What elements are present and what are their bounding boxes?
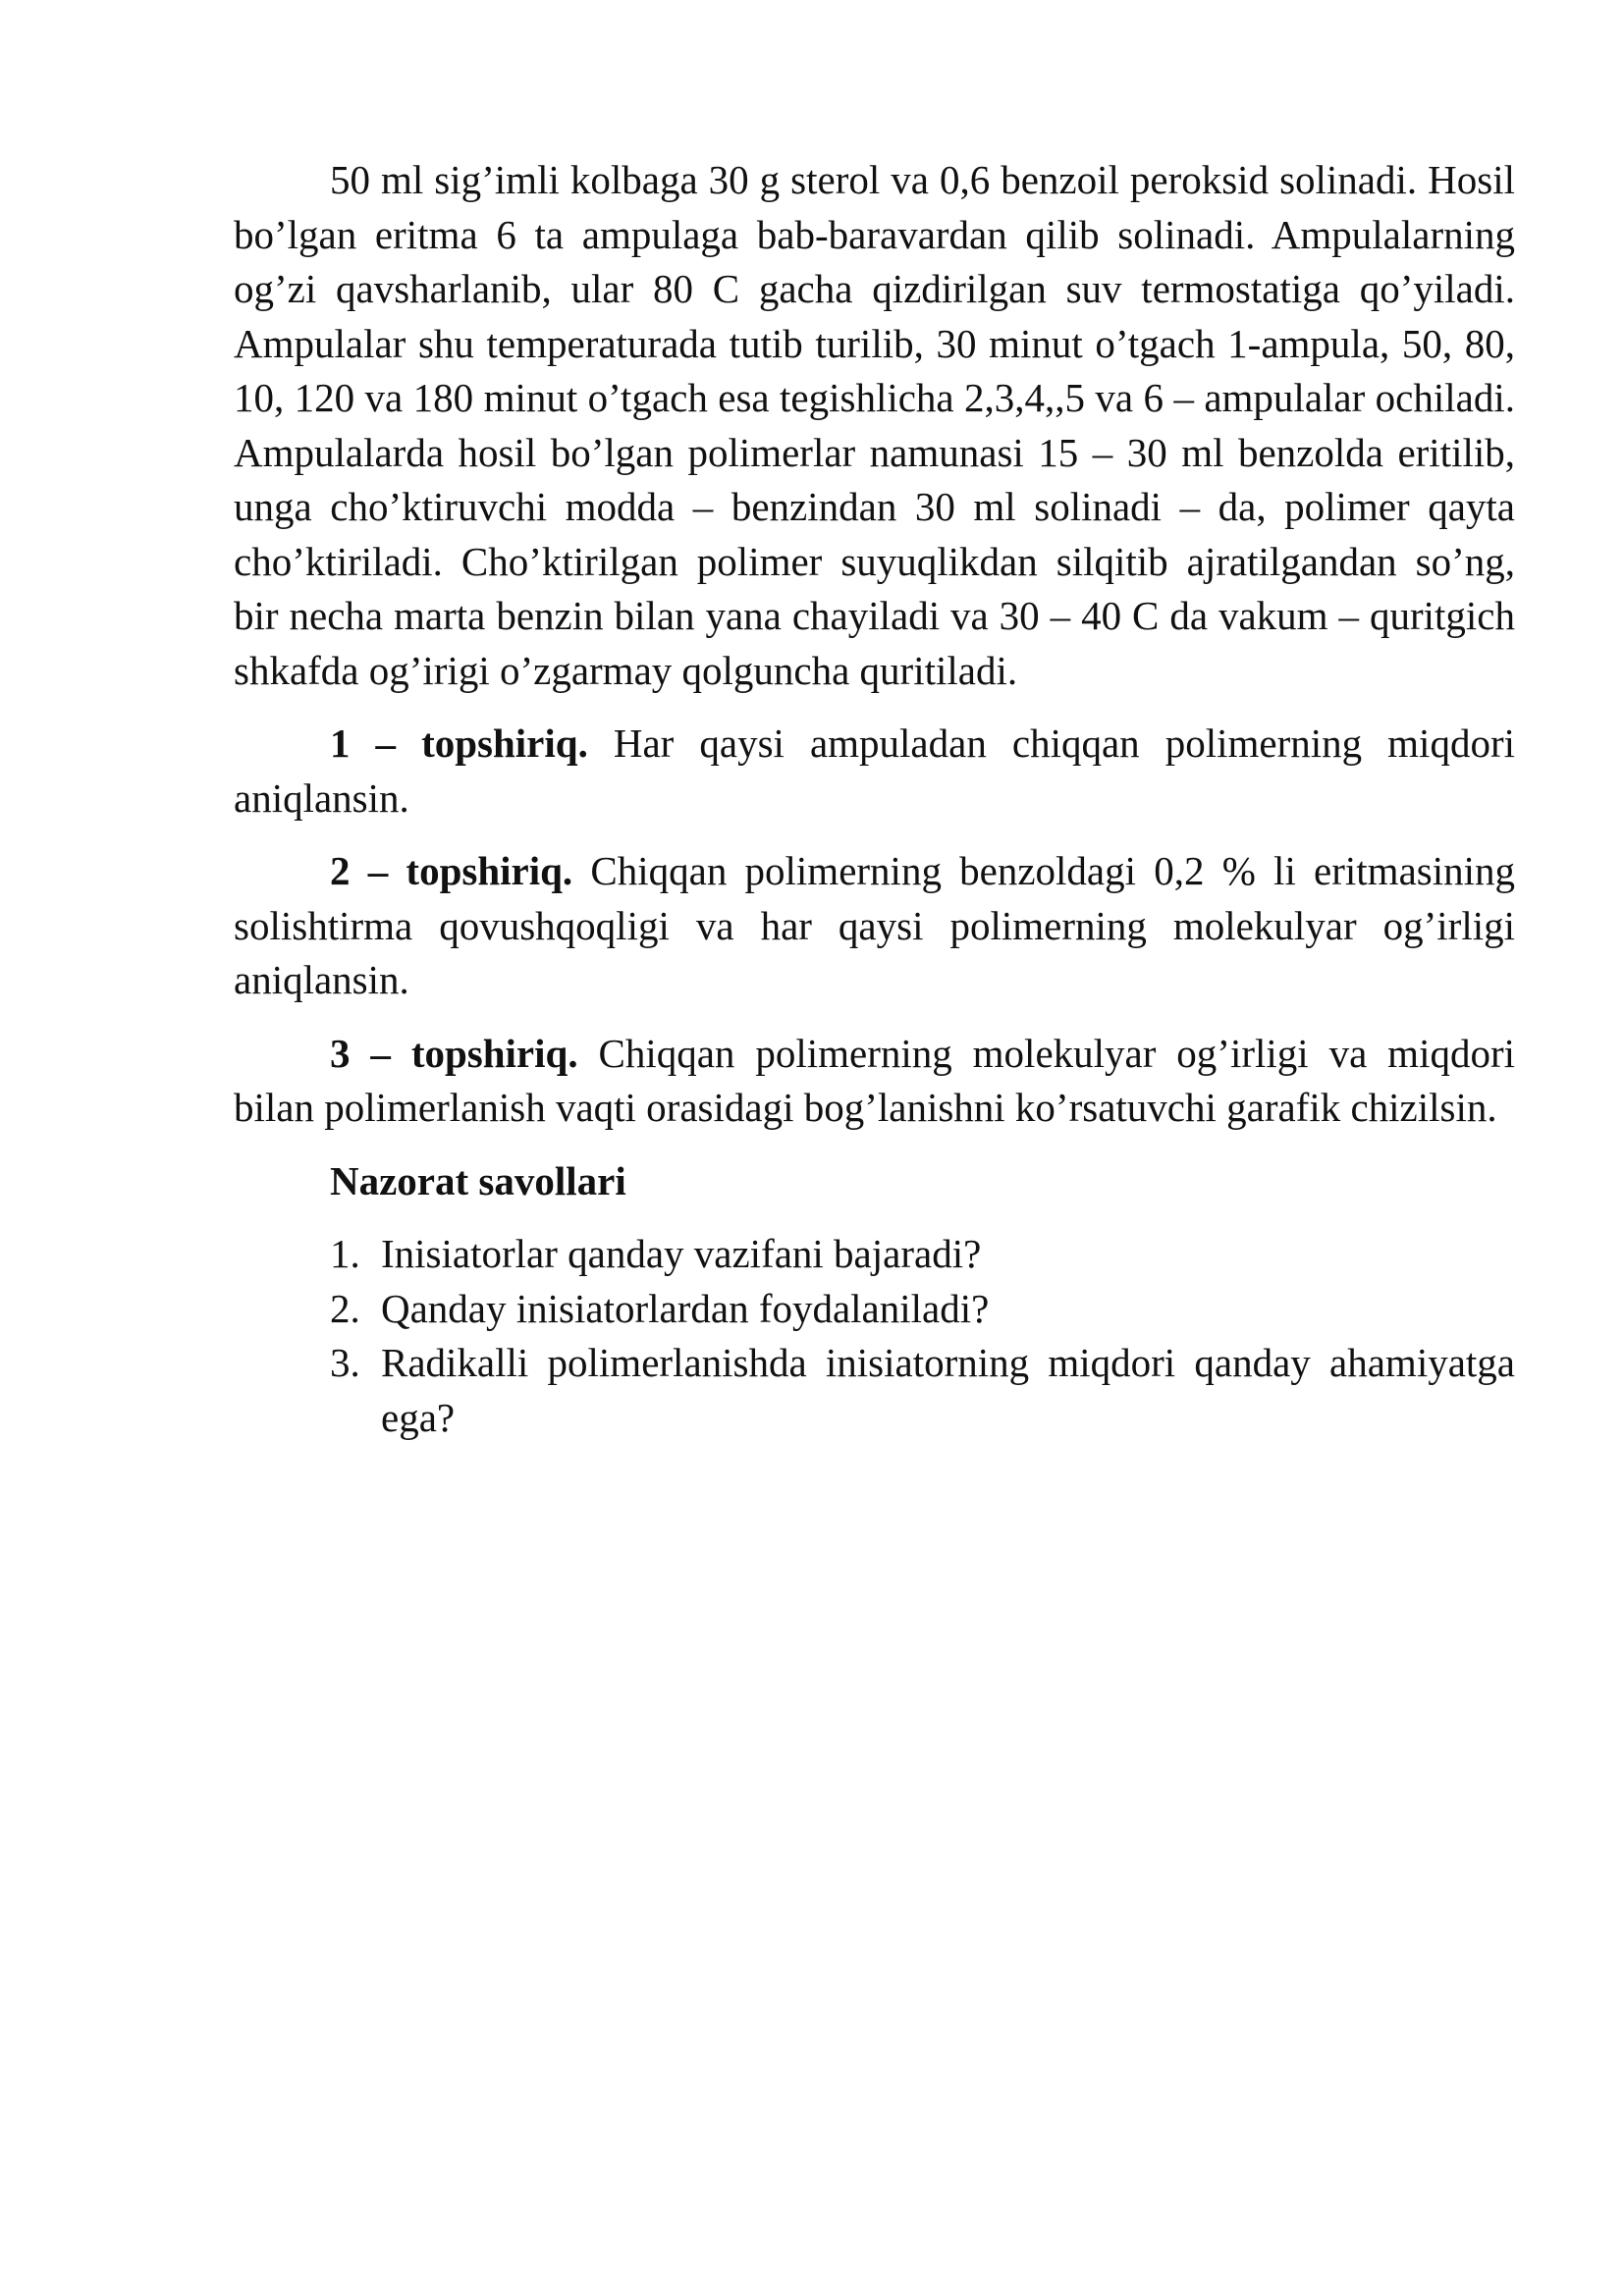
task-2-text: Chiqqan polimerning benzoldagi 0,2 % li eritmasining solishtirma qovushqoqligi va har qaysi polimerning molekulyar og’irligi aniqlansin.: [234, 848, 1516, 1002]
task-2-label: 2 – topshiriq.: [330, 848, 573, 893]
question-number: 2.: [330, 1285, 360, 1331]
task-1-text: Har qaysi ampuladan chiqqan polimerning miqdori aniqlansin.: [234, 721, 1515, 821]
task-1-paragraph: [234, 717, 1515, 826]
task-3-text: Chiqqan polimerning molekulyar og’irligi va miqdori bilan polimerlanish vaqti orasidagi bog’lanishni ko’rsatuvchi garafik chizilsin.: [234, 1030, 1516, 1130]
question-item-3: [330, 1336, 1515, 1445]
question-text: Qanday inisiatorlardan foydalaniladi?: [381, 1285, 990, 1331]
questions-heading: Nazorat savollari: [330, 1157, 626, 1203]
question-text: Inisiatorlar qanday vazifani bajaradi?: [381, 1231, 982, 1276]
question-number: 1.: [330, 1231, 360, 1276]
question-item-2: [330, 1282, 1515, 1337]
intro-paragraph: 50 ml sig’imli kolbaga 30 g sterol va 0,6 benzoil peroksid solinadi. Hosil bo’lgan eritma 6 ta ampulaga bab-baravardan qilib solinadi. Ampulalarning og’zi qavsharlanib, ular 80 C gacha qizdirilgan suv termostatiga qo’yiladi. Ampulalar shu temperaturada tutib turilib, 30 minut o’tgach 1-ampula, 50, 80, 10, 120 va 180 minut o’tgach esa tegishlicha 2,3,4,,5 va 6 – ampulalar ochiladi. Ampulalarda hosil bo’lgan polimerlar namunasi 15 – 30 ml benzolda eritilib, unga cho’ktiruvchi modda – benzindan 30 ml solinadi – da, polimer qayta cho’ktiriladi. Cho’ktirilgan polimer suyuqlikdan silqitib ajratilgandan so’ng, bir necha marta benzin bilan yana chayiladi va 30 – 40 C da vakum – quritgich shkafda og’irigi o’zgarmay qolguncha quritiladi.: [234, 157, 1515, 693]
task-1-label: 1 – topshiriq.: [330, 721, 588, 766]
questions-list: [234, 1227, 1515, 1445]
task-3-label: 3 – topshiriq.: [330, 1030, 578, 1076]
task-3-paragraph: [234, 1027, 1515, 1136]
question-item-1: [330, 1227, 1515, 1282]
question-text: Radikalli polimerlanishda inisiatorning miqdori qanday ahamiyatga ega?: [381, 1340, 1515, 1440]
document-page: [234, 153, 1515, 1445]
question-number: 3.: [330, 1340, 360, 1385]
task-2-paragraph: [234, 844, 1515, 1008]
